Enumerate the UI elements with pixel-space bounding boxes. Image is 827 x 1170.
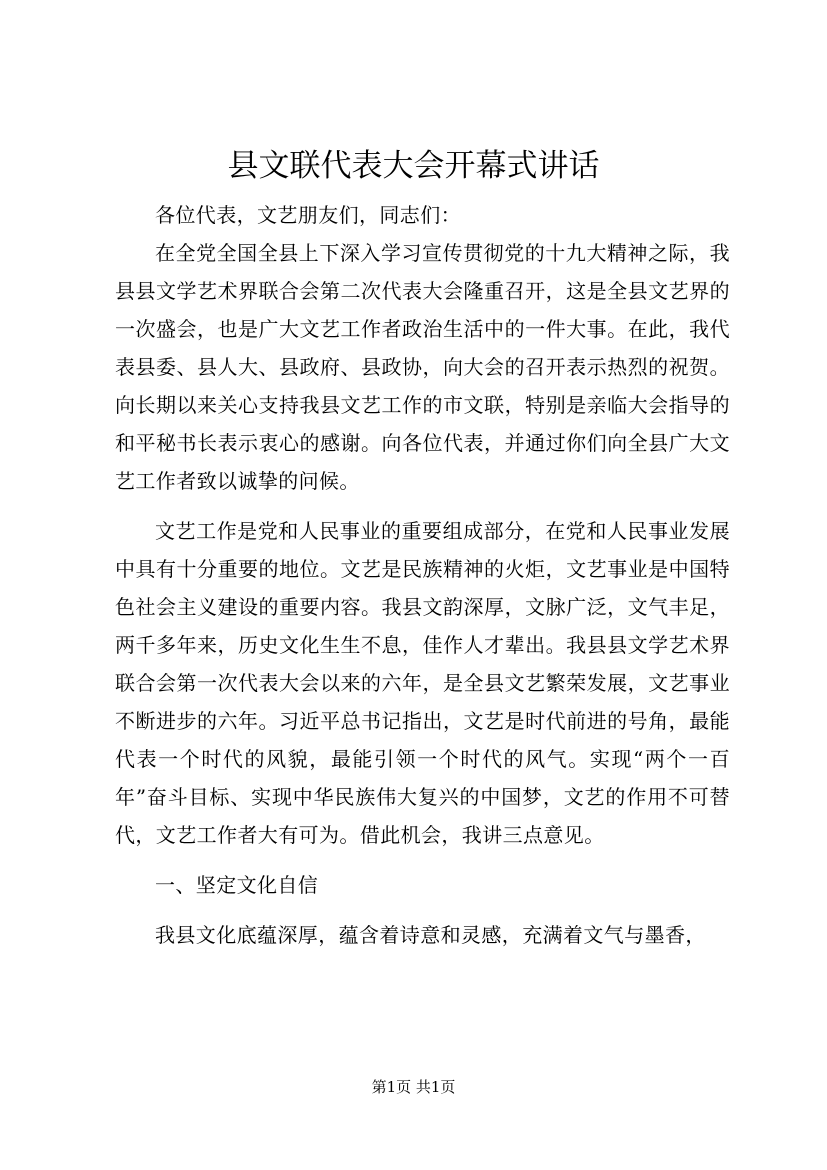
document-body (115, 196, 730, 954)
salutation-paragraph: 各位代表，文艺朋友们，同志们： (155, 203, 461, 227)
document-title: 县文联代表大会开幕式讲话 (227, 148, 600, 184)
page-footer: 第1页 共1页 (371, 1078, 456, 1096)
body-paragraph-2: 文艺工作是党和人民事业的重要组成部分，在党和人民事业发展中具有十分重要的地位。文艺是民族精神的火炬，文艺事业是中国特色社会主义建设的重要内容。我县文韵深厚，文脉广泛，文气丰足，两千多年来，历史文化生生不息，佳作人才辈出。我县县文学艺术界联合会第一次代表大会以来的六年，是全县文艺繁荣发展，文艺事业不断进步的六年。习近平总书记指出，文艺是时代前进的号角，最能代表一个时代的风貌，最能引领一个时代的风气。实现“两个一百年”奋斗目标、实现中华民族伟大复兴的中国梦，文艺的作用不可替代，文艺工作者大有可为。借此机会，我讲三点意见。 (115, 519, 730, 847)
body-paragraph-3: 我县文化底蕴深厚，蕴含着诗意和灵感，充满着文气与墨香， (155, 923, 706, 947)
section-heading: 一、坚定文化自信 (155, 873, 319, 897)
body-paragraph-1: 在全党全国全县上下深入学习宣传贯彻党的十九大精神之际，我县县文学艺术界联合会第二次代表大会隆重召开，这是全县文艺界的一次盛会，也是广大文艺工作者政治生活中的一件大事。在此，我代表县委、县人大、县政府、县政协，向大会的召开表示热烈的祝贺。向长期以来关心支持我县文艺工作的市文联，特别是亲临大会指导的和平秘书长表示衷心的感谢。向各位代表，并通过你们向全县广大文艺工作者致以诚挚的问候。 (115, 241, 730, 493)
